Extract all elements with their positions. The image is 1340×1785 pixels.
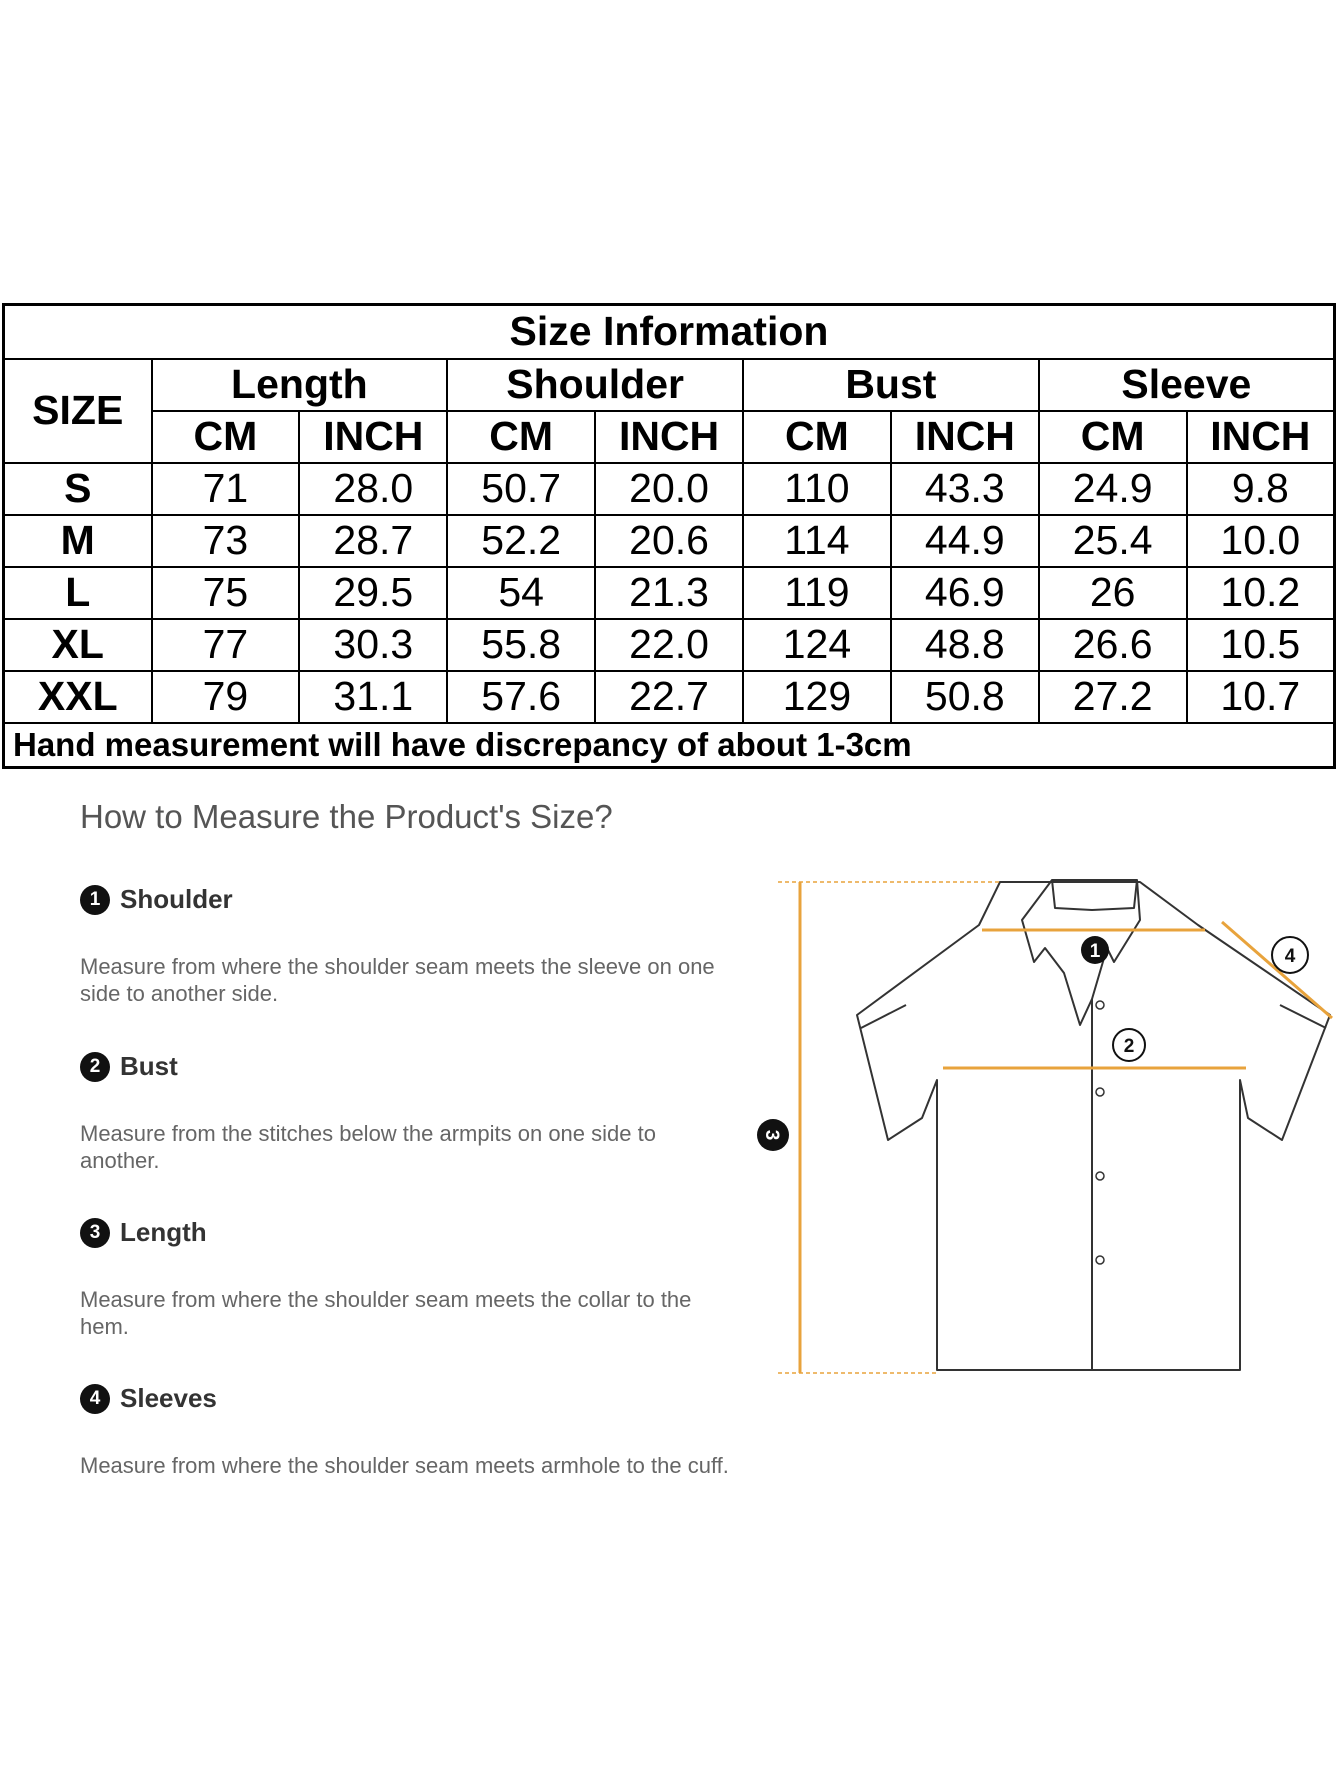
button-dots <box>1096 1001 1104 1264</box>
step-name: Bust <box>120 1051 178 1081</box>
measurement-cell: 55.8 <box>447 619 595 671</box>
guide-title: How to Measure the Product's Size? <box>80 798 613 835</box>
shirt-diagram <box>750 860 1340 1380</box>
measurement-cell: 24.9 <box>1039 463 1187 515</box>
step-description: Measure from where the shoulder seam meets the collar to the hem. <box>80 1287 692 1339</box>
marker-2-icon <box>1113 1029 1145 1061</box>
measurement-cell: 46.9 <box>891 567 1039 619</box>
measurement-cell: 119 <box>743 567 891 619</box>
unit-header-cm: CM <box>447 411 595 463</box>
measurement-cell: 31.1 <box>299 671 447 723</box>
marker-4-icon <box>1272 937 1308 973</box>
step-shoulder <box>80 884 740 1007</box>
svg-text:1: 1 <box>1089 941 1101 962</box>
measurement-cell: 10.2 <box>1187 567 1335 619</box>
table-row <box>4 671 1335 723</box>
size-table <box>2 303 1336 769</box>
size-label: L <box>4 567 152 619</box>
measurement-cell: 73 <box>152 515 300 567</box>
step-name: Sleeves <box>120 1383 217 1413</box>
measurement-cell: 20.6 <box>595 515 743 567</box>
measurement-cell: 22.0 <box>595 619 743 671</box>
step-length <box>80 1217 740 1340</box>
measurement-cell: 44.9 <box>891 515 1039 567</box>
measurement-cell: 48.8 <box>891 619 1039 671</box>
measurement-cell: 43.3 <box>891 463 1039 515</box>
number-2-icon: 2 <box>80 1052 110 1082</box>
number-4-icon: 4 <box>80 1384 110 1414</box>
svg-text:2: 2 <box>1123 1036 1135 1057</box>
unit-header-cm: CM <box>1039 411 1187 463</box>
measurement-cell: 20.0 <box>595 463 743 515</box>
measurement-cell: 52.2 <box>447 515 595 567</box>
step-sleeves <box>80 1383 740 1479</box>
measurement-cell: 26 <box>1039 567 1187 619</box>
measurement-cell: 10.7 <box>1187 671 1335 723</box>
measurement-cell: 75 <box>152 567 300 619</box>
unit-header-inch: INCH <box>299 411 447 463</box>
group-header-length: Length <box>152 359 448 411</box>
measurement-cell: 26.6 <box>1039 619 1187 671</box>
measurement-cell: 28.7 <box>299 515 447 567</box>
guide-dashes <box>778 882 1000 1373</box>
table-row <box>4 619 1335 671</box>
measurement-note: Hand measurement will have discrepancy of about 1-3cm <box>4 723 1335 768</box>
step-description: Measure from where the shoulder seam meets the sleeve on one side to another side. <box>80 954 715 1006</box>
measurement-cell: 77 <box>152 619 300 671</box>
size-rows <box>4 463 1335 723</box>
measurement-cell: 129 <box>743 671 891 723</box>
step-description: Measure from the stitches below the armpits on one side to another. <box>80 1121 656 1173</box>
number-3-icon: 3 <box>80 1218 110 1248</box>
measurement-cell: 27.2 <box>1039 671 1187 723</box>
group-header-sleeve: Sleeve <box>1039 359 1335 411</box>
svg-text:3: 3 <box>761 1129 782 1141</box>
measurement-cell: 79 <box>152 671 300 723</box>
measurement-cell: 57.6 <box>447 671 595 723</box>
size-label: M <box>4 515 152 567</box>
measurement-cell: 54 <box>447 567 595 619</box>
group-header-shoulder: Shoulder <box>447 359 743 411</box>
group-header-bust: Bust <box>743 359 1039 411</box>
size-label: XXL <box>4 671 152 723</box>
measurement-cell: 9.8 <box>1187 463 1335 515</box>
table-title: Size Information <box>4 305 1335 359</box>
size-label: XL <box>4 619 152 671</box>
measurement-cell: 114 <box>743 515 891 567</box>
unit-header-cm: CM <box>743 411 891 463</box>
measurement-lines <box>800 882 1332 1373</box>
unit-header-cm: CM <box>152 411 300 463</box>
measurement-cell: 50.7 <box>447 463 595 515</box>
table-row <box>4 463 1335 515</box>
measurement-cell: 110 <box>743 463 891 515</box>
measurement-cell: 22.7 <box>595 671 743 723</box>
table-row <box>4 567 1335 619</box>
table-row <box>4 515 1335 567</box>
measurement-cell: 29.5 <box>299 567 447 619</box>
measurement-cell: 21.3 <box>595 567 743 619</box>
measurement-cell: 10.5 <box>1187 619 1335 671</box>
number-1-icon: 1 <box>80 885 110 915</box>
step-name: Shoulder <box>120 884 233 914</box>
measurement-cell: 25.4 <box>1039 515 1187 567</box>
size-column-header: SIZE <box>4 359 152 463</box>
unit-header-inch: INCH <box>891 411 1039 463</box>
unit-header-inch: INCH <box>595 411 743 463</box>
measurement-cell: 28.0 <box>299 463 447 515</box>
marker-1-icon <box>1081 936 1109 964</box>
marker-3-icon <box>757 1119 789 1151</box>
measurement-cell: 71 <box>152 463 300 515</box>
measurement-cell: 50.8 <box>891 671 1039 723</box>
size-label: S <box>4 463 152 515</box>
svg-text:4: 4 <box>1284 946 1296 967</box>
measurement-cell: 30.3 <box>299 619 447 671</box>
step-name: Length <box>120 1217 207 1247</box>
measurement-cell: 124 <box>743 619 891 671</box>
step-bust <box>80 1051 740 1174</box>
step-description: Measure from where the shoulder seam meets armhole to the cuff. <box>80 1453 729 1478</box>
unit-header-inch: INCH <box>1187 411 1335 463</box>
sleeve-line <box>1222 922 1332 1018</box>
measurement-cell: 10.0 <box>1187 515 1335 567</box>
